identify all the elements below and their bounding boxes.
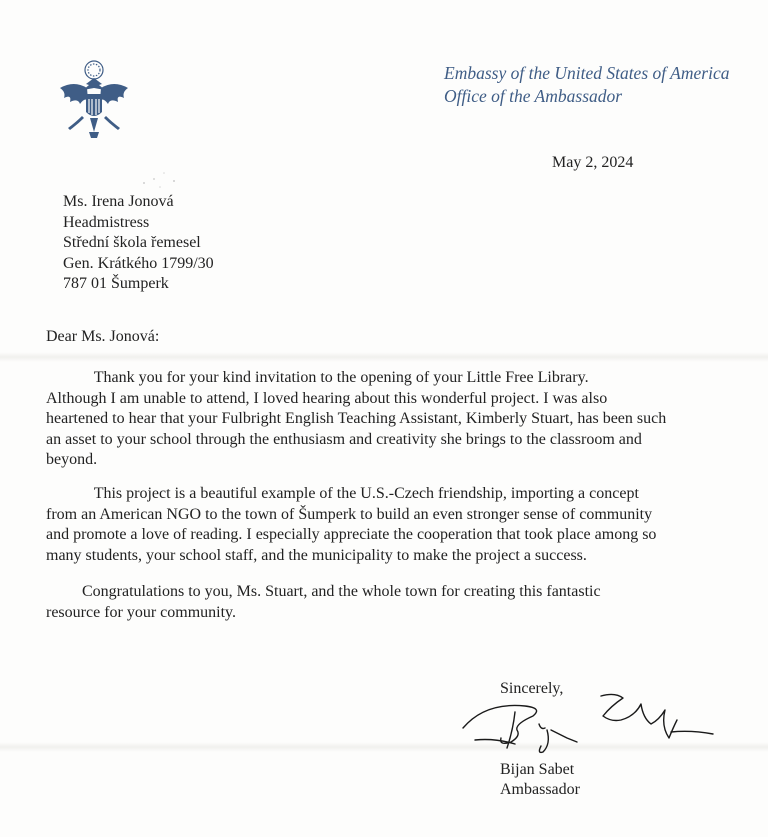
signatory-title: Ambassador <box>500 781 580 798</box>
us-great-seal-icon <box>56 58 132 142</box>
letter-date: May 2, 2024 <box>552 154 634 171</box>
body-paragraph-2 <box>46 484 746 566</box>
letterhead-line-1: Embassy of the United States of America <box>444 63 730 83</box>
recipient-school: Střední škola řemesel <box>63 234 201 251</box>
letterhead <box>444 62 729 108</box>
paper-speck <box>140 165 190 195</box>
paragraph-line: This project is a beautiful example of the U.S.-Czech friendship, importing a concept <box>46 485 639 502</box>
recipient-city: 787 01 Šumperk <box>63 275 169 292</box>
paragraph-line: Thank you for your kind invitation to the opening of your Little Free Library. <box>46 369 589 386</box>
paragraph-line: beyond. <box>46 451 98 469</box>
letterhead-line-2: Office of the Ambassador <box>444 86 623 106</box>
paper-fold-line <box>0 352 768 362</box>
paragraph-line: Congratulations to you, Ms. Stuart, and the whole town for creating this fantastic <box>46 583 601 600</box>
paragraph-line: from an American NGO to the town of Šumperk to build an even stronger sense of community <box>46 505 653 523</box>
paragraph-line: Although I am unable to attend, I loved hearing about this wonderful project. I was also <box>46 389 608 407</box>
recipient-title: Headmistress <box>63 213 150 231</box>
recipient-name: Ms. Irena Jonová <box>63 193 174 210</box>
signatory-name: Bijan Sabet <box>500 761 575 778</box>
paragraph-line: heartened to hear that your Fulbright English Teaching Assistant, Kimberly Stuart, has been such <box>46 410 667 428</box>
handwritten-signature <box>455 690 715 765</box>
body-paragraph-1 <box>46 368 746 471</box>
paragraph-line: and promote a love of reading. I especially appreciate the cooperation that took place among so <box>46 526 657 544</box>
paragraph-line: resource for your community. <box>46 603 237 621</box>
recipient-street: Gen. Krátkého 1799/30 <box>63 254 214 272</box>
body-paragraph-3 <box>46 582 746 623</box>
recipient-address <box>63 192 214 295</box>
paragraph-line: an asset to your school through the enthusiasm and creativity she brings to the classroom and <box>46 430 642 448</box>
signatory-block <box>500 760 580 800</box>
closing: Sincerely, <box>500 680 564 697</box>
salutation: Dear Ms. Jonová: <box>46 328 160 345</box>
paragraph-line: many students, your school staff, and the municipality to make the project a success. <box>46 546 587 564</box>
